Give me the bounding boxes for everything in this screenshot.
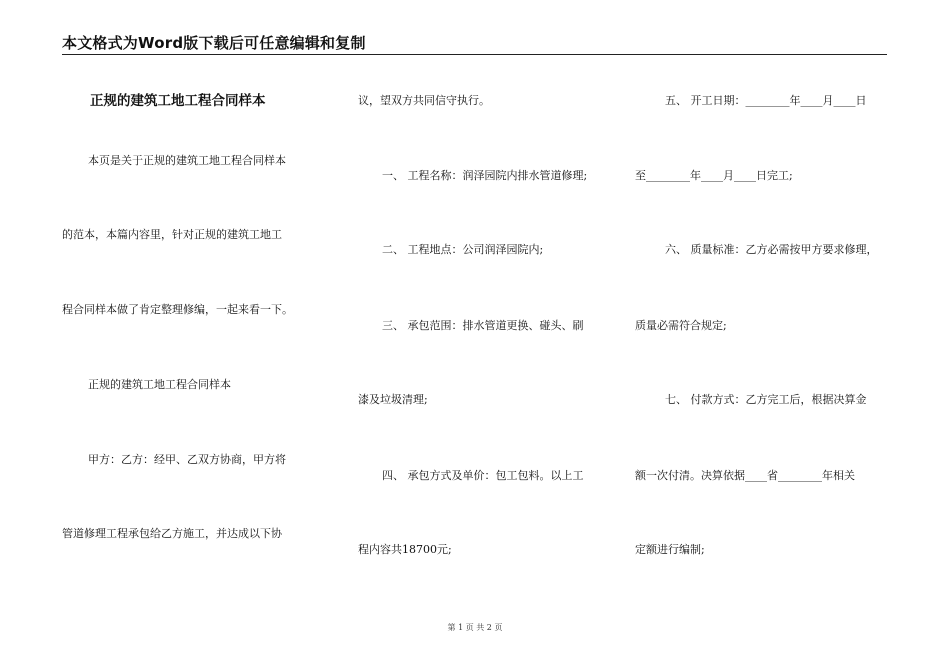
clause-line: 四、 承包方式及单价：包工包料。以上工 xyxy=(382,469,584,482)
document-header xyxy=(62,30,887,55)
clause-line: 五、 开工日期：________年____月____日 xyxy=(665,94,867,107)
clause-line: 七、 付款方式：乙方完工后，根据决算金 xyxy=(665,393,867,406)
clause-line: 二、 工程地点：公司润泽园院内; xyxy=(382,243,544,256)
text-column-3 xyxy=(635,84,895,584)
clause-line: 定额进行编制; xyxy=(635,543,705,556)
header-title: 本文格式为Word版下载后可任意编辑和复制 xyxy=(62,34,366,52)
paragraph-line: 议，望双方共同信守执行。 xyxy=(358,94,490,107)
clause-line: 质量必需符合规定; xyxy=(635,319,727,332)
clause-line: 六、 质量标准：乙方必需按甲方要求修理， xyxy=(665,243,878,256)
clause-line: 漆及垃圾清理; xyxy=(358,393,428,406)
clause-line: 至________年____月____日完工; xyxy=(635,169,793,182)
clause-line: 额一次付清。决算依据____省________年相关 xyxy=(635,469,855,482)
paragraph-line: 的范本，本篇内容里，针对正规的建筑工地工 xyxy=(62,228,282,241)
clause-line: 三、 承包范围：排水管道更换、碰头、刷 xyxy=(382,319,584,332)
section-heading: 正规的建筑工地工程合同样本 xyxy=(88,378,231,391)
document-title: 正规的建筑工地工程合同样本 xyxy=(90,93,266,109)
paragraph-line: 甲方：乙方：经甲、乙双方协商，甲方将 xyxy=(88,453,286,466)
paragraph-line: 程合同样本做了肯定整理修编，一起来看一下。 xyxy=(62,303,293,316)
clause-line: 程内容共18700元; xyxy=(358,543,452,556)
paragraph-line: 管道修理工程承包给乙方施工，并达成以下协 xyxy=(62,527,282,540)
paragraph-line: 本页是关于正规的建筑工地工程合同样本 xyxy=(88,154,286,167)
text-column-2 xyxy=(350,84,620,584)
page-number: 第 1 页 共 2 页 xyxy=(447,623,503,632)
clause-line: 一、 工程名称：润泽园院内排水管道修理; xyxy=(382,169,588,182)
text-column-1 xyxy=(62,84,332,584)
